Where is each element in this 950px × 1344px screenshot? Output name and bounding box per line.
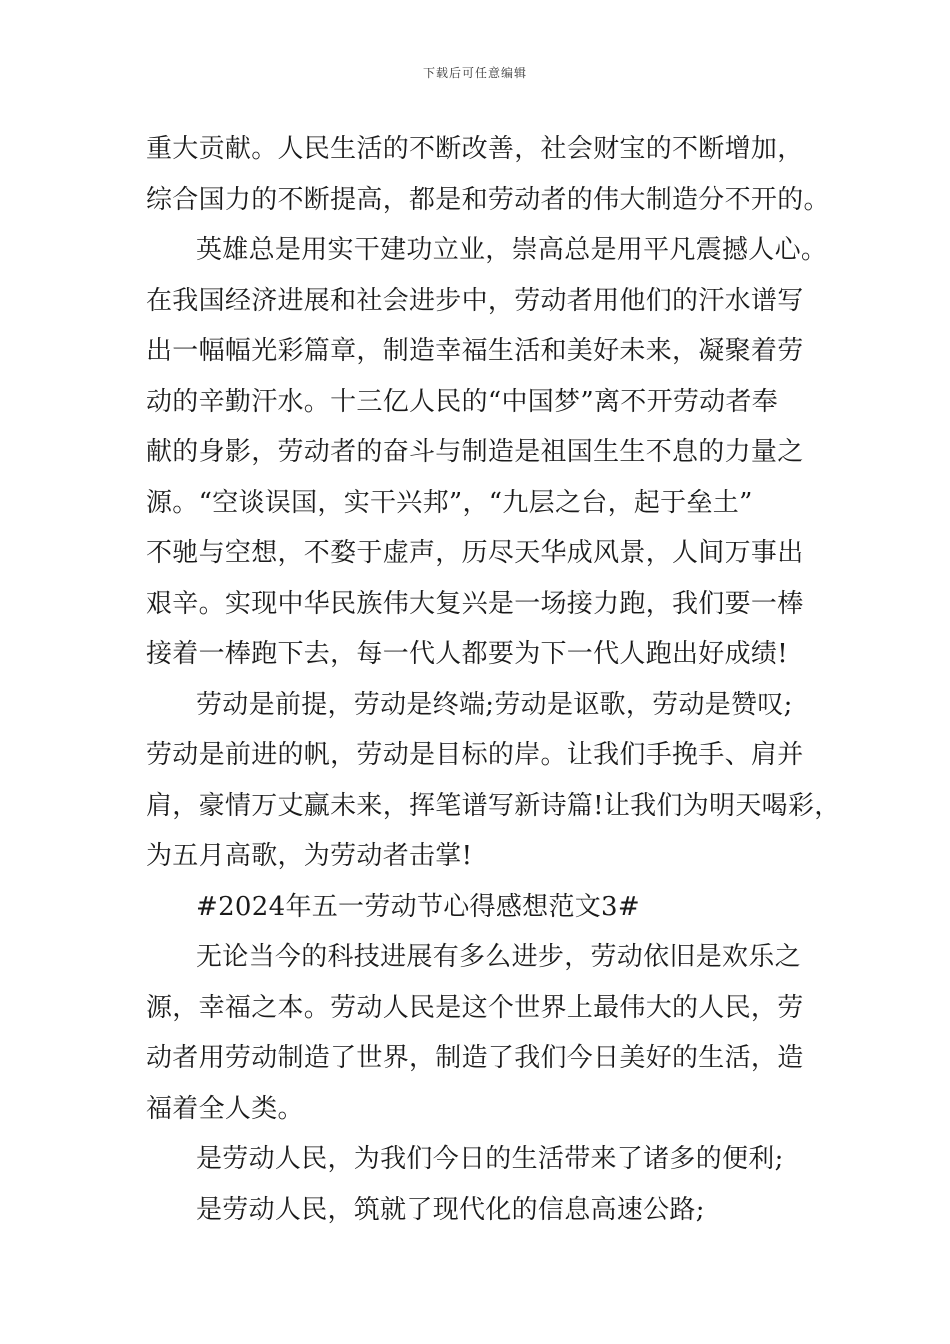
text-line: 动的辛勤汗水。十三亿人民的“中国梦”离不开劳动者奉 — [146, 386, 779, 417]
text-line: 源。“空谈误国，实干兴邦”，“九层之台，起于垒土” — [146, 487, 753, 518]
text-line: 不驰与空想，不婺于虚声，历尽天华成风景，人间万事出 — [146, 538, 804, 568]
text-line: 无论当今的科技进展有多么进步，劳动依旧是欢乐之 — [196, 942, 801, 972]
section-heading: #2024年五一劳动节心得感想范文3# — [196, 891, 640, 922]
text-line: 是劳动人民，筑就了现代化的信息高速公路; — [196, 1194, 705, 1225]
text-line: 劳动是前进的帆，劳动是目标的岸。让我们手挽手、肩并 — [146, 740, 804, 770]
text-line: 接着一棒跑下去，每一代人都要为下一代人跑出好成绩! — [146, 639, 788, 669]
text-line: 综合国力的不断提高，都是和劳动者的伟大制造分不开的。 — [146, 184, 830, 215]
text-line: 福着全人类。 — [146, 1093, 304, 1124]
text-line: 出一幅幅光彩篇章，制造幸福生活和美好未来，凝聚着劳 — [146, 336, 804, 366]
text-line: 劳动是前提，劳动是终端;劳动是讴歌，劳动是赞叹; — [196, 689, 793, 720]
text-line: 动者用劳动制造了世界，制造了我们今日美好的生活，造 — [146, 1043, 804, 1073]
text-line: 艰辛。实现中华民族伟大复兴是一场接力跑，我们要一棒 — [146, 588, 804, 619]
text-line: 献的身影，劳动者的奋斗与制造是祖国生生不息的力量之 — [146, 437, 804, 467]
text-line: 源，幸福之本。劳动人民是这个世界上最伟大的人民，劳 — [146, 992, 804, 1023]
text-line: 在我国经济进展和社会进步中，劳动者用他们的汗水谱写 — [146, 285, 804, 316]
text-line: 重大贡献。人民生活的不断改善，社会财宝的不断增加， — [146, 134, 804, 164]
text-line: 肩，豪情万丈赢未来，挥笔谱写新诗篇!让我们为明天喝彩， — [146, 790, 841, 821]
text-line: 英雄总是用实干建功立业，崇高总是用平凡震撼人心。 — [196, 235, 828, 265]
document-body — [146, 124, 841, 1235]
page-header-note: 下载后可任意编辑 — [422, 66, 527, 80]
text-line: 为五月高歌，为劳动者击掌! — [146, 841, 473, 871]
text-line: 是劳动人民，为我们今日的生活带来了诸多的便利; — [196, 1144, 784, 1174]
